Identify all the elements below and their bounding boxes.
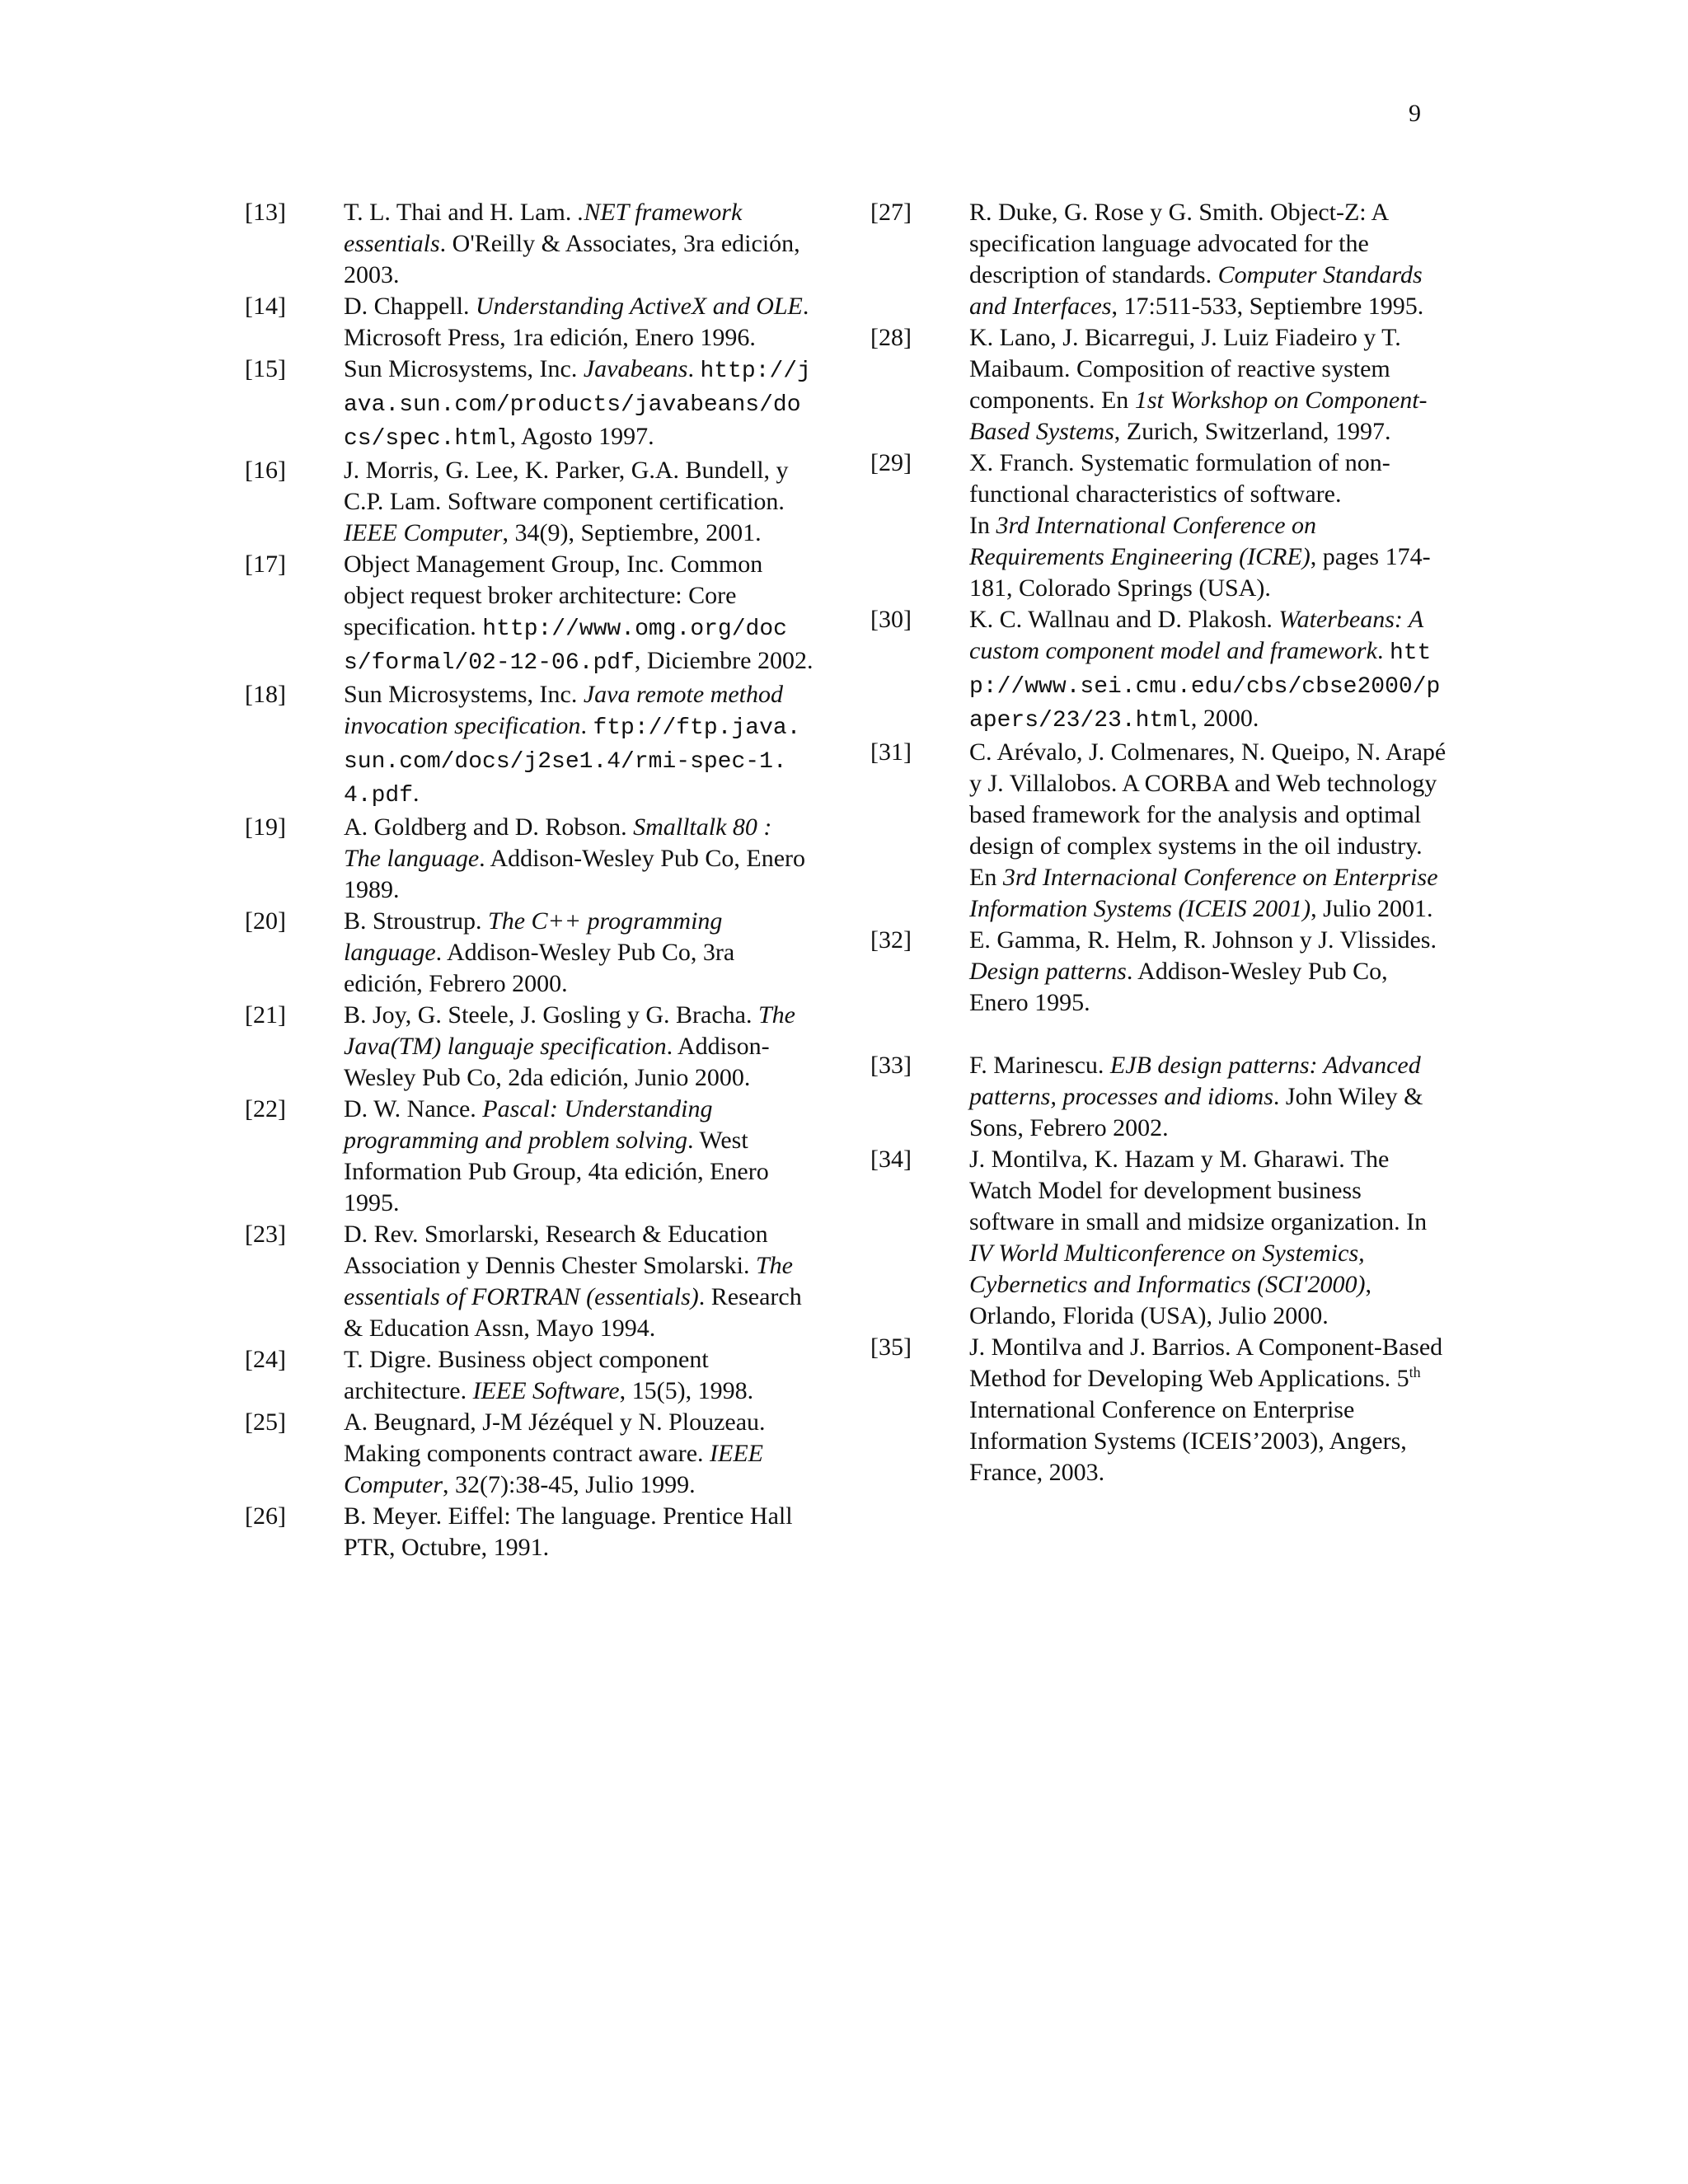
page-number: 9 [1409, 100, 1421, 127]
reference-segment: D. Chappell. [344, 293, 476, 320]
reference-text [344, 549, 814, 679]
reference-number: [33] [870, 1052, 912, 1079]
reference-number: [31] [870, 738, 912, 766]
reference-title: 1st Workshop on Component-Based Systems [969, 387, 1428, 445]
reference-number: [22] [245, 1095, 286, 1122]
reference-number: [15] [245, 355, 286, 382]
reference-segment: , Julio 2001. [1311, 895, 1433, 922]
reference-item [870, 604, 1447, 737]
reference-segment: . Addison-Wesley Pub Co, Enero 1995. [969, 958, 1388, 1016]
reference-text [969, 604, 1447, 737]
reference-title: Smalltalk 80 : The language [344, 813, 772, 872]
reference-text [969, 1050, 1447, 1144]
reference-segment: Sun Microsystems, Inc. [344, 355, 584, 382]
reference-item [870, 448, 1447, 604]
reference-segment: A. Beugnard, J-M Jézéquel y N. Plouzeau. Making components contract aware. [344, 1408, 766, 1467]
reference-item [245, 906, 814, 1000]
reference-number: [26] [245, 1502, 286, 1530]
reference-segment: , Diciembre 2002. [634, 647, 814, 674]
reference-segment: X. Franch. Systematic formulation of non-functional characteristics of software. [969, 449, 1390, 508]
reference-number: [19] [245, 813, 286, 841]
reference-item [245, 679, 814, 812]
reference-segment: , pages 174-181, Colorado Springs (USA). [969, 543, 1431, 602]
reference-title: IEEE Computer [344, 1440, 763, 1498]
reference-segment: Object Management Group, Inc. Common object request broker architecture: Core specification. [344, 551, 763, 640]
reference-number: [17] [245, 551, 286, 578]
reference-segment: J. Montilva, K. Hazam y M. Gharawi. The Watch Model for development business software in small and midsize organization. In [969, 1146, 1428, 1235]
reference-text [344, 1219, 814, 1344]
reference-item [870, 737, 1447, 925]
reference-segment: , 2000. [1190, 705, 1259, 732]
reference-segment: J. Montilva and J. Barrios. A Component-Based Method for Developing Web Applications. 5 [969, 1333, 1443, 1392]
reference-segment: International Conference on Enterprise Information Systems (ICEIS’2003), Angers, France, 2003. [969, 1396, 1407, 1486]
reference-segment: T. Digre. Business object component architecture. [344, 1346, 709, 1404]
reference-text [344, 679, 814, 812]
reference-segment: , Orlando, Florida (USA), Julio 2000. [969, 1271, 1372, 1329]
reference-text [344, 354, 814, 455]
reference-title: Javabeans [583, 355, 688, 382]
reference-segment: , 32(7):38-45, Julio 1999. [443, 1471, 696, 1498]
reference-text [969, 737, 1447, 925]
reference-segment: B. Joy, G. Steele, J. Gosling y G. Bracha. [344, 1001, 758, 1029]
reference-segment: . [687, 355, 701, 382]
reference-item [870, 1050, 1447, 1144]
reference-segment: K. C. Wallnau and D. Plakosh. [969, 606, 1279, 633]
reference-segment: T. L. Thai and H. Lam. [344, 199, 578, 226]
reference-item [245, 354, 814, 455]
reference-title: EJB design patterns: Advanced patterns, processes and idioms [969, 1052, 1421, 1110]
reference-item [245, 455, 814, 549]
reference-text [969, 448, 1447, 604]
reference-item [245, 1501, 814, 1563]
reference-item [245, 1000, 814, 1094]
reference-number: [16] [245, 457, 286, 484]
reference-title: The C++ programming language [344, 907, 723, 966]
reference-segment: . Addison-Wesley Pub Co, Enero 1989. [344, 845, 806, 903]
reference-number: [29] [870, 449, 912, 476]
reference-item [870, 322, 1447, 448]
reference-number: [18] [245, 681, 286, 708]
reference-segment: . Addison-Wesley Pub Co, 3ra edición, Febrero 2000. [344, 939, 735, 997]
reference-text [344, 1094, 814, 1219]
reference-url: http://www.omg.org/docs/formal/02-12-06.pdf [344, 616, 787, 676]
reference-number: [32] [870, 926, 912, 954]
reference-item [245, 291, 814, 354]
reference-segment: , 17:511-533, Septiembre 1995. [1111, 293, 1424, 320]
reference-text [344, 1501, 814, 1563]
reference-segment: F. Marinescu. [969, 1052, 1110, 1079]
reference-title: Understanding ActiveX and OLE [475, 293, 803, 320]
reference-title: Computer Standards and Interfaces [969, 261, 1423, 320]
reference-url: ftp://ftp.java.sun.com/docs/j2se1.4/rmi-spec-1.4.pdf [344, 715, 801, 808]
reference-segment: J. Morris, G. Lee, K. Parker, G.A. Bundell, y C.P. Lam. Software component certification. [344, 457, 789, 515]
reference-item [245, 549, 814, 679]
reference-title: 3rd Internacional Conference on Enterprise Information Systems (ICEIS 2001) [969, 864, 1438, 922]
reference-number: [25] [245, 1408, 286, 1436]
reference-item [245, 812, 814, 906]
reference-segment: R. Duke, G. Rose y G. Smith. Object-Z: A specification language advocated for the description of standards. [969, 199, 1388, 288]
reference-item [870, 1144, 1447, 1332]
reference-segment: . Microsoft Press, 1ra edición, Enero 1996. [344, 293, 809, 351]
reference-url: http://www.sei.cmu.edu/cbs/cbse2000/papers/23/23.html [969, 640, 1441, 733]
reference-segment: . O'Reilly & Associates, 3ra edición, 2003. [344, 230, 800, 288]
reference-title: IEEE Software [472, 1377, 620, 1404]
reference-segment: A. Goldberg and D. Robson. [344, 813, 634, 841]
reference-segment: . [1376, 637, 1390, 664]
reference-title: Java remote method invocation specification [344, 681, 783, 739]
reference-title: The Java(TM) languaje specification [344, 1001, 795, 1060]
reference-number: [24] [245, 1346, 286, 1373]
reference-number: [34] [870, 1146, 912, 1173]
reference-title: IV World Multiconference on Systemics, Cybernetics and Informatics (SCI'2000) [969, 1240, 1366, 1298]
reference-segment: , Agosto 1997. [509, 423, 654, 450]
reference-text [344, 812, 814, 906]
reference-text [969, 1332, 1447, 1488]
reference-title: .NET framework essentials [344, 199, 743, 257]
reference-number: [13] [245, 199, 286, 226]
superscript: th [1409, 1364, 1421, 1380]
reference-number: [23] [245, 1221, 286, 1248]
reference-title: The essentials of FORTRAN (essentials) [344, 1252, 793, 1310]
references-left-column [245, 197, 814, 1563]
reference-segment: B. Stroustrup. [344, 907, 489, 935]
reference-number: [14] [245, 293, 286, 320]
reference-number: [21] [245, 1001, 286, 1029]
references-right-column [870, 197, 1447, 1488]
reference-number: [28] [870, 324, 912, 351]
reference-item [870, 1332, 1447, 1488]
reference-segment: . [580, 712, 593, 739]
reference-text [344, 197, 814, 291]
reference-segment: B. Meyer. Eiffel: The language. Prentice Hall PTR, Octubre, 1991. [344, 1502, 793, 1561]
reference-segment: . Addison-Wesley Pub Co, 2da edición, Junio 2000. [344, 1033, 770, 1091]
reference-text [344, 1407, 814, 1501]
reference-number: [35] [870, 1333, 912, 1361]
reference-segment: . [413, 780, 420, 807]
reference-segment: . Research & Education Assn, Mayo 1994. [344, 1283, 802, 1342]
reference-segment: Sun Microsystems, Inc. [344, 681, 584, 708]
reference-item [245, 1219, 814, 1344]
reference-title: IEEE Computer [344, 519, 503, 546]
reference-title: 3rd International Conference on Requirements Engineering (ICRE) [969, 512, 1317, 570]
reference-title: Waterbeans: A custom component model and framework [969, 606, 1423, 664]
reference-item [245, 1344, 814, 1407]
reference-segment: , 34(9), Septiembre, 2001. [502, 519, 762, 546]
reference-title: Pascal: Understanding programming and problem solving [344, 1095, 713, 1154]
reference-title: Design patterns [969, 958, 1127, 985]
reference-text [969, 322, 1447, 448]
reference-segment: . John Wiley & Sons, Febrero 2002. [969, 1083, 1423, 1141]
reference-segment: , Zurich, Switzerland, 1997. [1114, 418, 1391, 445]
reference-segment: , 15(5), 1998. [619, 1377, 754, 1404]
reference-segment: D. W. Nance. [344, 1095, 483, 1122]
reference-segment: In [969, 512, 996, 539]
reference-text [344, 291, 814, 354]
reference-segment: D. Rev. Smorlarski, Research & Education Association y Dennis Chester Smolarski. [344, 1221, 768, 1279]
reference-segment: . West Information Pub Group, 4ta edición, Enero 1995. [344, 1127, 769, 1216]
reference-text [344, 1000, 814, 1094]
reference-item [870, 197, 1447, 322]
reference-number: [27] [870, 199, 912, 226]
reference-item [870, 925, 1447, 1019]
reference-text [969, 1144, 1447, 1332]
reference-item [245, 1094, 814, 1219]
reference-segment: E. Gamma, R. Helm, R. Johnson y J. Vlissides. [969, 926, 1437, 954]
reference-number: [30] [870, 606, 912, 633]
reference-text [969, 197, 1447, 322]
reference-text [344, 1344, 814, 1407]
reference-text [344, 455, 814, 549]
reference-item [245, 1407, 814, 1501]
reference-segment: C. Arévalo, J. Colmenares, N. Queipo, N. Arapé y J. Villalobos. A CORBA and Web technology based framework for the analysis and optimal design of complex systems in the oil industry. En [969, 738, 1447, 891]
reference-number: [20] [245, 907, 286, 935]
reference-text [969, 925, 1447, 1019]
reference-item [245, 197, 814, 291]
reference-segment: K. Lano, J. Bicarregui, J. Luiz Fiadeiro y T. Maibaum. Composition of reactive system components. En [969, 324, 1401, 414]
reference-text [344, 906, 814, 1000]
reference-url: http://java.sun.com/products/javabeans/docs/spec.html [344, 359, 811, 452]
